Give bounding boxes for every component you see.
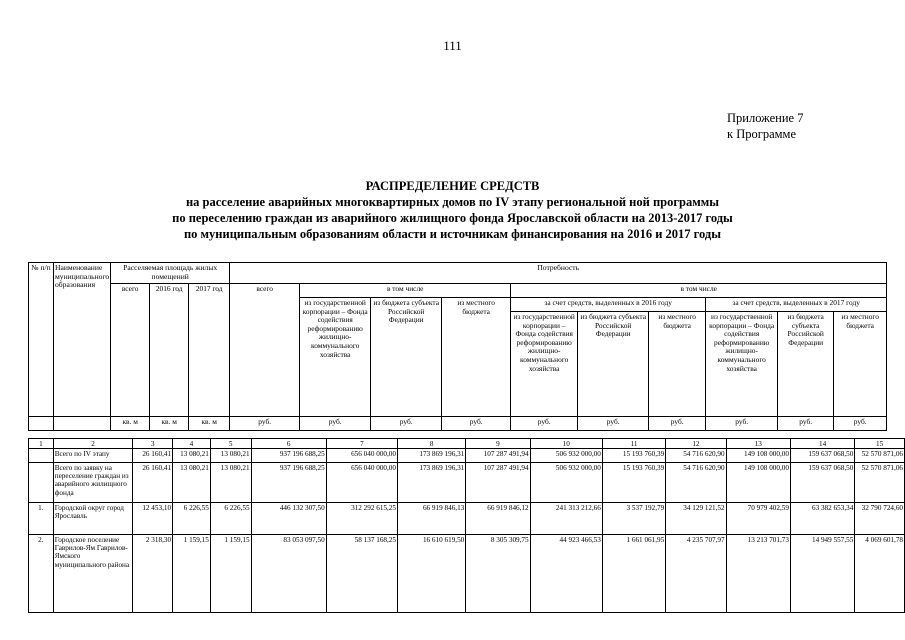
col-2017-fund-header: из государственной корпорации – Фонда содействия реформированию жилищно-коммунального хозяйства	[706, 312, 778, 417]
col-2016-fund-header: из государственной корпорации – Фонда содействия реформированию жилищно-коммунального хозяйства	[511, 312, 578, 417]
row-number	[29, 449, 54, 463]
data-table	[28, 438, 905, 613]
row-value-cell: 312 292 615,25	[326, 503, 397, 535]
row-value-cell: 149 108 000,00	[726, 463, 790, 503]
unit-rub: руб.	[300, 417, 371, 431]
row-value-cell: 159 637 068,50	[790, 449, 854, 463]
column-number-cell: 12	[666, 439, 726, 449]
col-incl-header: в том числе	[300, 284, 511, 298]
row-value-cell: 63 382 653,34	[790, 503, 854, 535]
title-line-2: на расселение аварийных многоквартирных домов по IV этапу региональной ной программы	[185, 195, 720, 209]
row-value-cell: 32 790 724,60	[855, 503, 905, 535]
row-value-cell: 6 226,55	[210, 503, 251, 535]
column-number-cell: 11	[602, 439, 665, 449]
row-value-cell: 656 040 000,00	[326, 449, 397, 463]
row-value-cell: 13 080,21	[173, 463, 211, 503]
unit-rub: руб.	[578, 417, 649, 431]
row-value-cell: 149 108 000,00	[726, 449, 790, 463]
unit-rub: руб.	[649, 417, 706, 431]
appendix-line-1: Приложение 7	[727, 111, 804, 125]
col-num-header: № п/п	[29, 263, 54, 417]
row-value-cell: 52 570 871,06	[855, 463, 905, 503]
row-name: Городское поселение Гаврилов-Ям Гаврилов-Ямского муниципального района	[53, 535, 133, 613]
row-value-cell: 26 160,41	[133, 463, 173, 503]
col-2017-local-header: из местного бюджета	[834, 312, 887, 417]
col-2017-subject-header: из бюджета субъекта Российской Федерации	[778, 312, 834, 417]
page-number: 111	[443, 38, 462, 53]
column-number-cell: 6	[251, 439, 326, 449]
row-value-cell: 937 196 688,25	[251, 449, 326, 463]
unit-blank	[54, 417, 111, 431]
document-title	[0, 178, 905, 242]
row-value-cell: 13 080,21	[210, 463, 251, 503]
row-value-cell: 6 226,55	[173, 503, 211, 535]
col-area-total-header: всего	[111, 284, 150, 417]
row-value-cell: 173 869 196,31	[397, 449, 465, 463]
unit-rub: руб.	[706, 417, 778, 431]
row-value-cell: 16 610 619,50	[397, 535, 465, 613]
row-value-cell: 83 053 097,50	[251, 535, 326, 613]
table-row	[29, 449, 905, 463]
row-value-cell: 4 069 601,78	[855, 535, 905, 613]
title-line-3: по переселению граждан из аварийного жилищного фонда Ярославской области на 2013-2017 годы	[172, 211, 733, 225]
unit-rub: руб.	[834, 417, 887, 431]
row-name: Всего по заявку на переселение граждан из аварийного жилищного фонда	[53, 463, 133, 503]
row-value-cell: 34 129 121,52	[666, 503, 726, 535]
row-value-cell: 66 919 846,13	[397, 503, 465, 535]
column-number-cell: 3	[133, 439, 173, 449]
row-name: Городской округ город Ярославль	[53, 503, 133, 535]
column-number-cell: 10	[530, 439, 602, 449]
unit-area-total: кв. м	[111, 417, 150, 431]
row-value-cell: 656 040 000,00	[326, 463, 397, 503]
row-value-cell: 241 313 212,66	[530, 503, 602, 535]
unit-area-2017: кв. м	[189, 417, 230, 431]
row-value-cell: 13 213 701,73	[726, 535, 790, 613]
col-area-2016-header: 2016 год	[150, 284, 189, 417]
column-number-cell: 2	[53, 439, 133, 449]
unit-rub: руб.	[442, 417, 511, 431]
row-value-cell: 14 949 557,55	[790, 535, 854, 613]
title-line-4: по муниципальным образованиям области и источникам финансирования на 2016 и 2017 годы	[183, 227, 722, 241]
row-number: 2.	[29, 535, 54, 613]
unit-rub: руб.	[778, 417, 834, 431]
table-row	[29, 503, 905, 535]
col-2016-subject-header: из бюджета субъекта Российской Федерации	[578, 312, 649, 417]
row-value-cell: 446 132 307,50	[251, 503, 326, 535]
row-value-cell: 937 196 688,25	[251, 463, 326, 503]
row-value-cell: 52 570 871,06	[855, 449, 905, 463]
column-number-row	[29, 439, 905, 449]
col-need-header: Потребность	[230, 263, 887, 284]
row-value-cell: 26 160,41	[133, 449, 173, 463]
col-subject-header: из бюджета субъекта Российской Федерации	[371, 298, 442, 417]
unit-area-2016: кв. м	[150, 417, 189, 431]
column-number-cell: 14	[790, 439, 854, 449]
row-value-cell: 66 919 846,12	[466, 503, 530, 535]
row-name: Всего по IV этапу	[53, 449, 133, 463]
row-value-cell: 54 716 620,90	[666, 463, 726, 503]
row-value-cell: 2 318,30	[133, 535, 173, 613]
row-value-cell: 159 637 068,50	[790, 463, 854, 503]
row-value-cell: 12 453,10	[133, 503, 173, 535]
column-number-cell: 5	[210, 439, 251, 449]
row-value-cell: 70 979 402,59	[726, 503, 790, 535]
col-need-total-header: всего	[230, 284, 300, 417]
column-number-cell: 1	[29, 439, 54, 449]
unit-rub: руб.	[511, 417, 578, 431]
row-value-cell: 44 923 466,53	[530, 535, 602, 613]
title-line-1: РАСПРЕДЕЛЕНИЕ СРЕДСТВ	[365, 179, 540, 193]
col-area-group-header: Расселяемая площадь жилых помещений	[111, 263, 230, 284]
appendix-line-2: к Программе	[727, 127, 797, 141]
col-local-header: из местного бюджета	[442, 298, 511, 417]
row-value-cell: 173 869 196,31	[397, 463, 465, 503]
column-number-cell: 15	[855, 439, 905, 449]
row-value-cell: 13 080,21	[210, 449, 251, 463]
col-fund-header: из государственной корпорации – Фонда содействия реформированию жилищно-коммунального хозяйства	[300, 298, 371, 417]
unit-rub: руб.	[230, 417, 300, 431]
col-incl2-header: в том числе	[511, 284, 887, 298]
col-2016-local-header: из местного бюджета	[649, 312, 706, 417]
row-value-cell: 54 716 620,90	[666, 449, 726, 463]
col-2017-header: за счет средств, выделенных в 2017 году	[706, 298, 887, 312]
column-number-cell: 7	[326, 439, 397, 449]
column-number-cell: 4	[173, 439, 211, 449]
unit-rub: руб.	[371, 417, 442, 431]
row-value-cell: 3 537 192,79	[602, 503, 665, 535]
row-value-cell: 8 305 309,75	[466, 535, 530, 613]
row-value-cell: 1 661 061,95	[602, 535, 665, 613]
row-value-cell: 506 932 000,00	[530, 463, 602, 503]
row-number	[29, 463, 54, 503]
column-number-cell: 13	[726, 439, 790, 449]
row-value-cell: 15 193 760,39	[602, 463, 665, 503]
column-number-cell: 8	[397, 439, 465, 449]
col-area-2017-header: 2017 год	[189, 284, 230, 417]
row-value-cell: 13 080,21	[173, 449, 211, 463]
row-value-cell: 58 137 168,25	[326, 535, 397, 613]
row-value-cell: 15 193 760,39	[602, 449, 665, 463]
column-number-cell: 9	[466, 439, 530, 449]
appendix-note	[727, 110, 803, 142]
row-value-cell: 4 235 707,97	[666, 535, 726, 613]
row-value-cell: 1 159,15	[210, 535, 251, 613]
row-number: 1.	[29, 503, 54, 535]
row-value-cell: 1 159,15	[173, 535, 211, 613]
col-2016-header: за счет средств, выделенных в 2016 году	[511, 298, 706, 312]
table-row	[29, 535, 905, 613]
row-value-cell: 107 287 491,94	[466, 463, 530, 503]
row-value-cell: 107 287 491,94	[466, 449, 530, 463]
table-row	[29, 463, 905, 503]
header-table	[28, 262, 887, 431]
row-value-cell: 506 932 000,00	[530, 449, 602, 463]
col-name-header: Наименование муниципального образования	[54, 263, 111, 417]
unit-blank	[29, 417, 54, 431]
